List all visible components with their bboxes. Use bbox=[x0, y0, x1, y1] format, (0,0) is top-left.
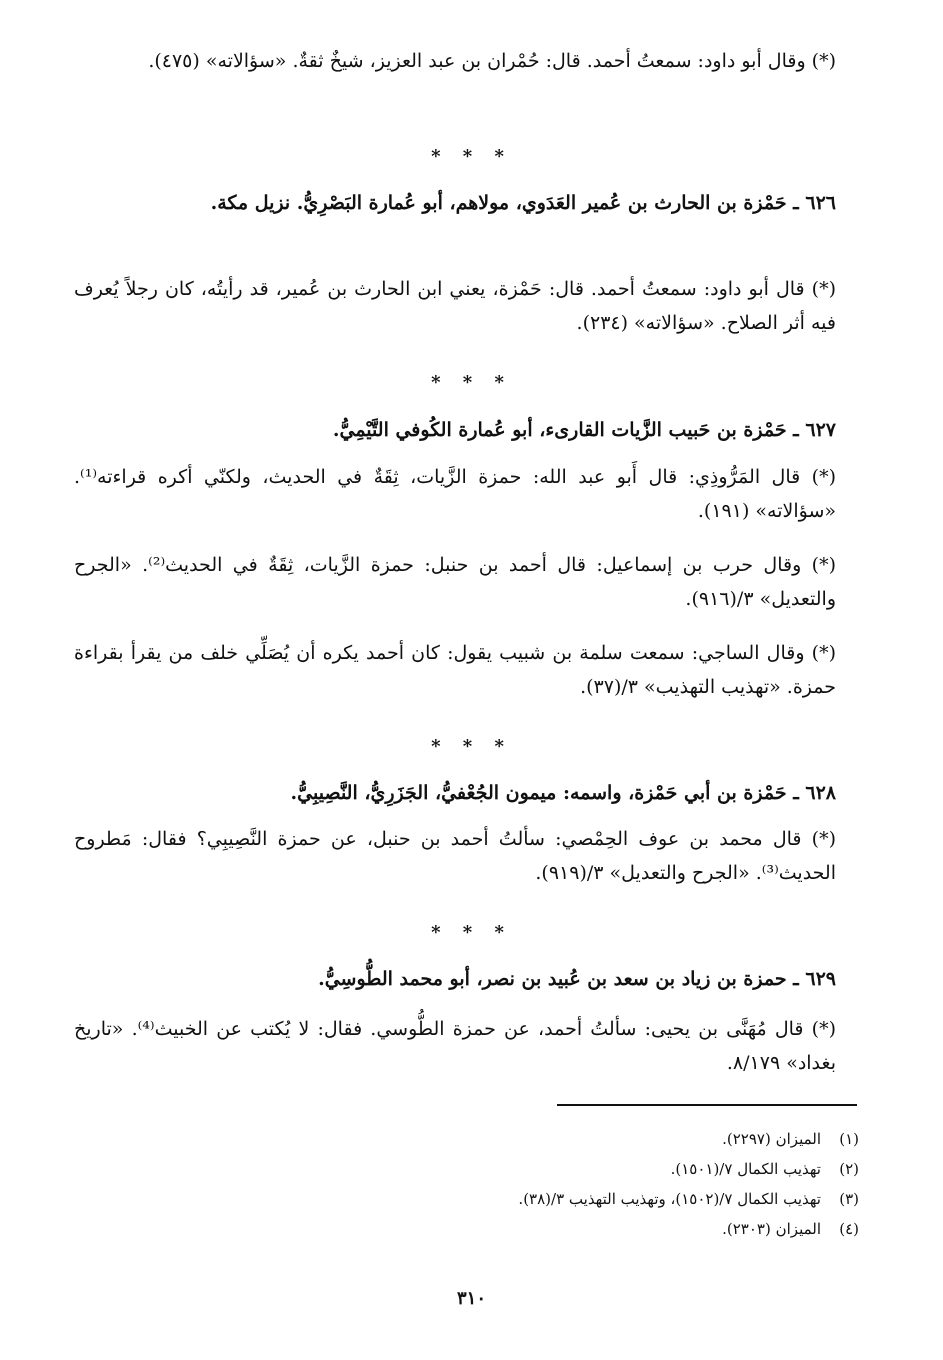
footnote-item bbox=[159, 1124, 859, 1154]
footnote-text: الميزان (٢٢٩٧). bbox=[722, 1130, 821, 1148]
paragraph-629-quote: (*) قال مُهَنَّى بن يحيى: سألتُ أحمد، عن حمزة الطُّوسي. فقال: لا يُكتب عن الخبيث⁽⁴⁾. «تاريخ بغداد» ٨/١٧٩. bbox=[74, 1018, 836, 1074]
entry-heading-629: ٦٢٩ ـ حمزة بن زياد بن سعد بن عُبيد بن نصر، أبو محمد الطُّوسِيُّ. bbox=[318, 968, 836, 990]
paragraph-627-saji: (*) وقال الساجي: سمعت سلمة بن شبيب يقول: كان أحمد يكره أن يُصَلِّي خلف من يقرأ بقراءة حمزة. «تهذيب التهذيب» ٣/(٣٧). bbox=[74, 642, 836, 698]
footnote-item bbox=[159, 1214, 859, 1244]
paragraph-627-marrudhi: (*) قال المَرُّوذِي: قال أَبو عبد الله: حمزة الزَّيات، ثِقَةٌ في الحديث، ولكنّي أكره قراءته⁽¹⁾. «سؤالاته» (١٩١). bbox=[74, 466, 836, 522]
paragraph-627-harb: (*) وقال حرب بن إسماعيل: قال أحمد بن حنبل: حمزة الزَّيات، ثِقَةٌ في الحديث⁽²⁾. «الجرح والتعديل» ٣/(٩١٦). bbox=[74, 554, 836, 610]
paragraph-628-quote: (*) قال محمد بن عوف الحِمْصي: سألتُ أحمد بن حنبل، عن حمزة النَّصِيبِي؟ فقال: مَطروح الحديث⁽³⁾. «الجرح والتعديل» ٣/(٩١٩). bbox=[74, 828, 836, 884]
section-separator: * * * bbox=[431, 372, 512, 393]
entry-heading-628: ٦٢٨ ـ حَمْزة بن أبي حَمْزة، واسمه: ميمون الجُعْفيُّ، الجَزَرِيُّ، النَّصِيبِيُّ. bbox=[290, 782, 836, 804]
footnote-item bbox=[159, 1154, 859, 1184]
section-separator: * * * bbox=[431, 922, 512, 943]
paragraph-626-quote: (*) قال أبو داود: سمعتُ أحمد. قال: حَمْزة، يعني ابن الحارث بن عُمير، قد رأيتُه، كان رجلاً يُعرف فيه أثر الصلاح. «سؤالاته» (٢٣٤). bbox=[74, 278, 836, 334]
footnote-item bbox=[159, 1184, 859, 1214]
section-separator: * * * bbox=[431, 146, 512, 167]
section-separator: * * * bbox=[431, 736, 512, 757]
paragraph-humran: (*) وقال أبو داود: سمعتُ أحمد. قال: حُمْران بن عبد العزيز، شيخٌ ثقةٌ. «سؤالاته» (٤٧٥). bbox=[148, 50, 836, 72]
entry-heading-627: ٦٢٧ ـ حَمْزة بن حَبيب الزَّيات القارىء، أبو عُمارة الكُوفي التَّيْمِيُّ. bbox=[332, 419, 836, 441]
footnote-number: (١) bbox=[839, 1130, 859, 1148]
footnote-number: (٢) bbox=[839, 1160, 859, 1178]
footnote-text: تهذيب الكمال ٧/(١٥٠٢)، وتهذيب التهذيب ٣/(٣٨). bbox=[518, 1190, 821, 1208]
footnote-number: (٤) bbox=[839, 1220, 859, 1238]
footnotes-list bbox=[159, 1124, 859, 1244]
footnote-text: الميزان (٢٣٠٣). bbox=[722, 1220, 821, 1238]
footnote-number: (٣) bbox=[839, 1190, 859, 1208]
footnote-rule bbox=[557, 1104, 857, 1106]
page-number: ٣١٠ bbox=[456, 1288, 486, 1309]
footnote-text: تهذيب الكمال ٧/(١٥٠١). bbox=[670, 1160, 821, 1178]
entry-heading-626: ٦٢٦ ـ حَمْزة بن الحارث بن عُمير العَدَوي، مولاهم، أبو عُمارة البَصْرِيُّ. نزيل مكة. bbox=[210, 192, 836, 214]
